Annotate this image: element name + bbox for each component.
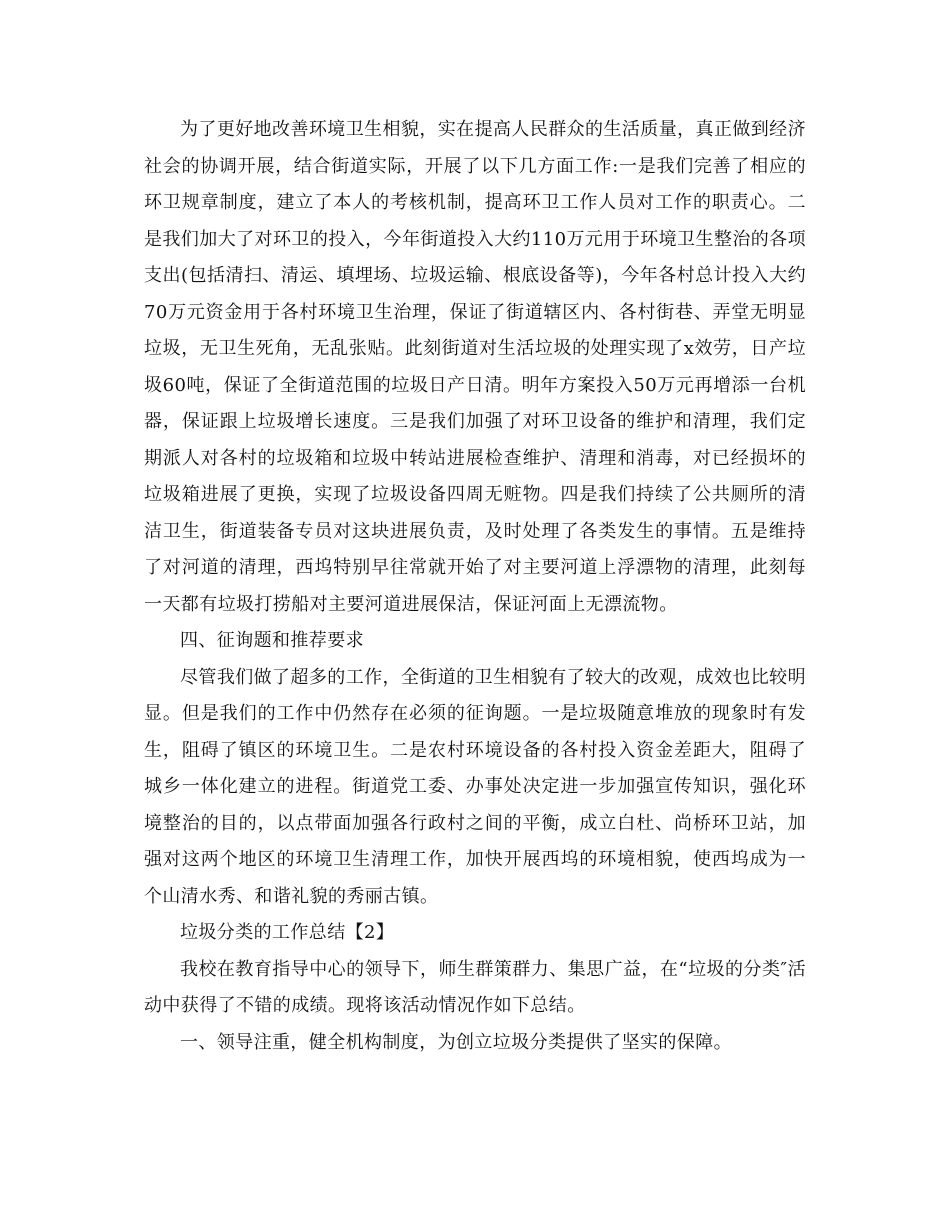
- paragraph-problems: 尽管我们做了超多的工作，全街道的卫生相貌有了较大的改观，成效也比较明显。但是我们的工作中仍然存在必须的征询题。一是垃圾随意堆放的现象时有发生，阻碍了镇区的环境卫生。二是农村环境设备的各村投入资金差距大，阻碍了城乡一体化建立的进程。街道党工委、办事处决定进一步加强宣传知识，强化环境整治的目的，以点带面加强各行政村之间的平衡，成立白杜、尚桥环卫站，加强对这两个地区的环境卫生清理工作，加快开展西坞的环境相貌，使西坞成为一个山清水秀、和谐礼貌的秀丽古镇。: [144, 666, 806, 907]
- document-body: [144, 112, 806, 1061]
- paragraph-school-intro: 我校在教育指导中心的领导下，师生群策群力、集思广益，在“垃圾的分类″活动中获得了不错的成绩。现将该活动情况作如下总结。: [144, 958, 806, 1016]
- article-title-2: 垃圾分类的工作总结【2】: [180, 922, 395, 943]
- section-heading-leadership: 一、领导注重，健全机构制度，为创立垃圾分类提供了坚实的保障。: [180, 1031, 732, 1053]
- paragraph-work-summary: 为了更好地改善环境卫生相貌，实在提高人民群众的生活质量，真正做到经济社会的协调开展，结合街道实际，开展了以下几方面工作:一是我们完善了相应的环卫规章制度，建立了本人的考核机制，提高环卫工作人员对工作的职责心。二是我们加大了对环卫的投入，今年街道投入大约110万元用于环境卫生整治的各项支出(包括清扫、清运、填埋场、垃圾运输、根底设备等)，今年各村总计投入大约70万元资金用于各村环境卫生治理，保证了街道辖区内、各村街巷、弄堂无明显垃圾，无卫生死角，无乱张贴。此刻街道对生活垃圾的处理实现了x效劳，日产垃圾60吨，保证了全街道范围的垃圾日产日清。明年方案投入50万元再增添一台机器，保证跟上垃圾增长速度。三是我们加强了对环卫设备的维护和清理，我们定期派人对各村的垃圾箱和垃圾中转站进展检查维护、清理和消毒，对已经损坏的垃圾箱进展了更换，实现了垃圾设备四周无赃物。四是我们持续了公共厕所的清洁卫生，街道装备专员对这块进展负责，及时处理了各类发生的事情。五是维持了对河道的清理，西坞特别早往常就开始了对主要河道上浮漂物的清理，此刻每一天都有垃圾打捞船对主要河道进展保洁，保证河面上无漂流物。: [144, 119, 806, 615]
- section-heading-problems: 四、征询题和推荐要求: [180, 630, 364, 651]
